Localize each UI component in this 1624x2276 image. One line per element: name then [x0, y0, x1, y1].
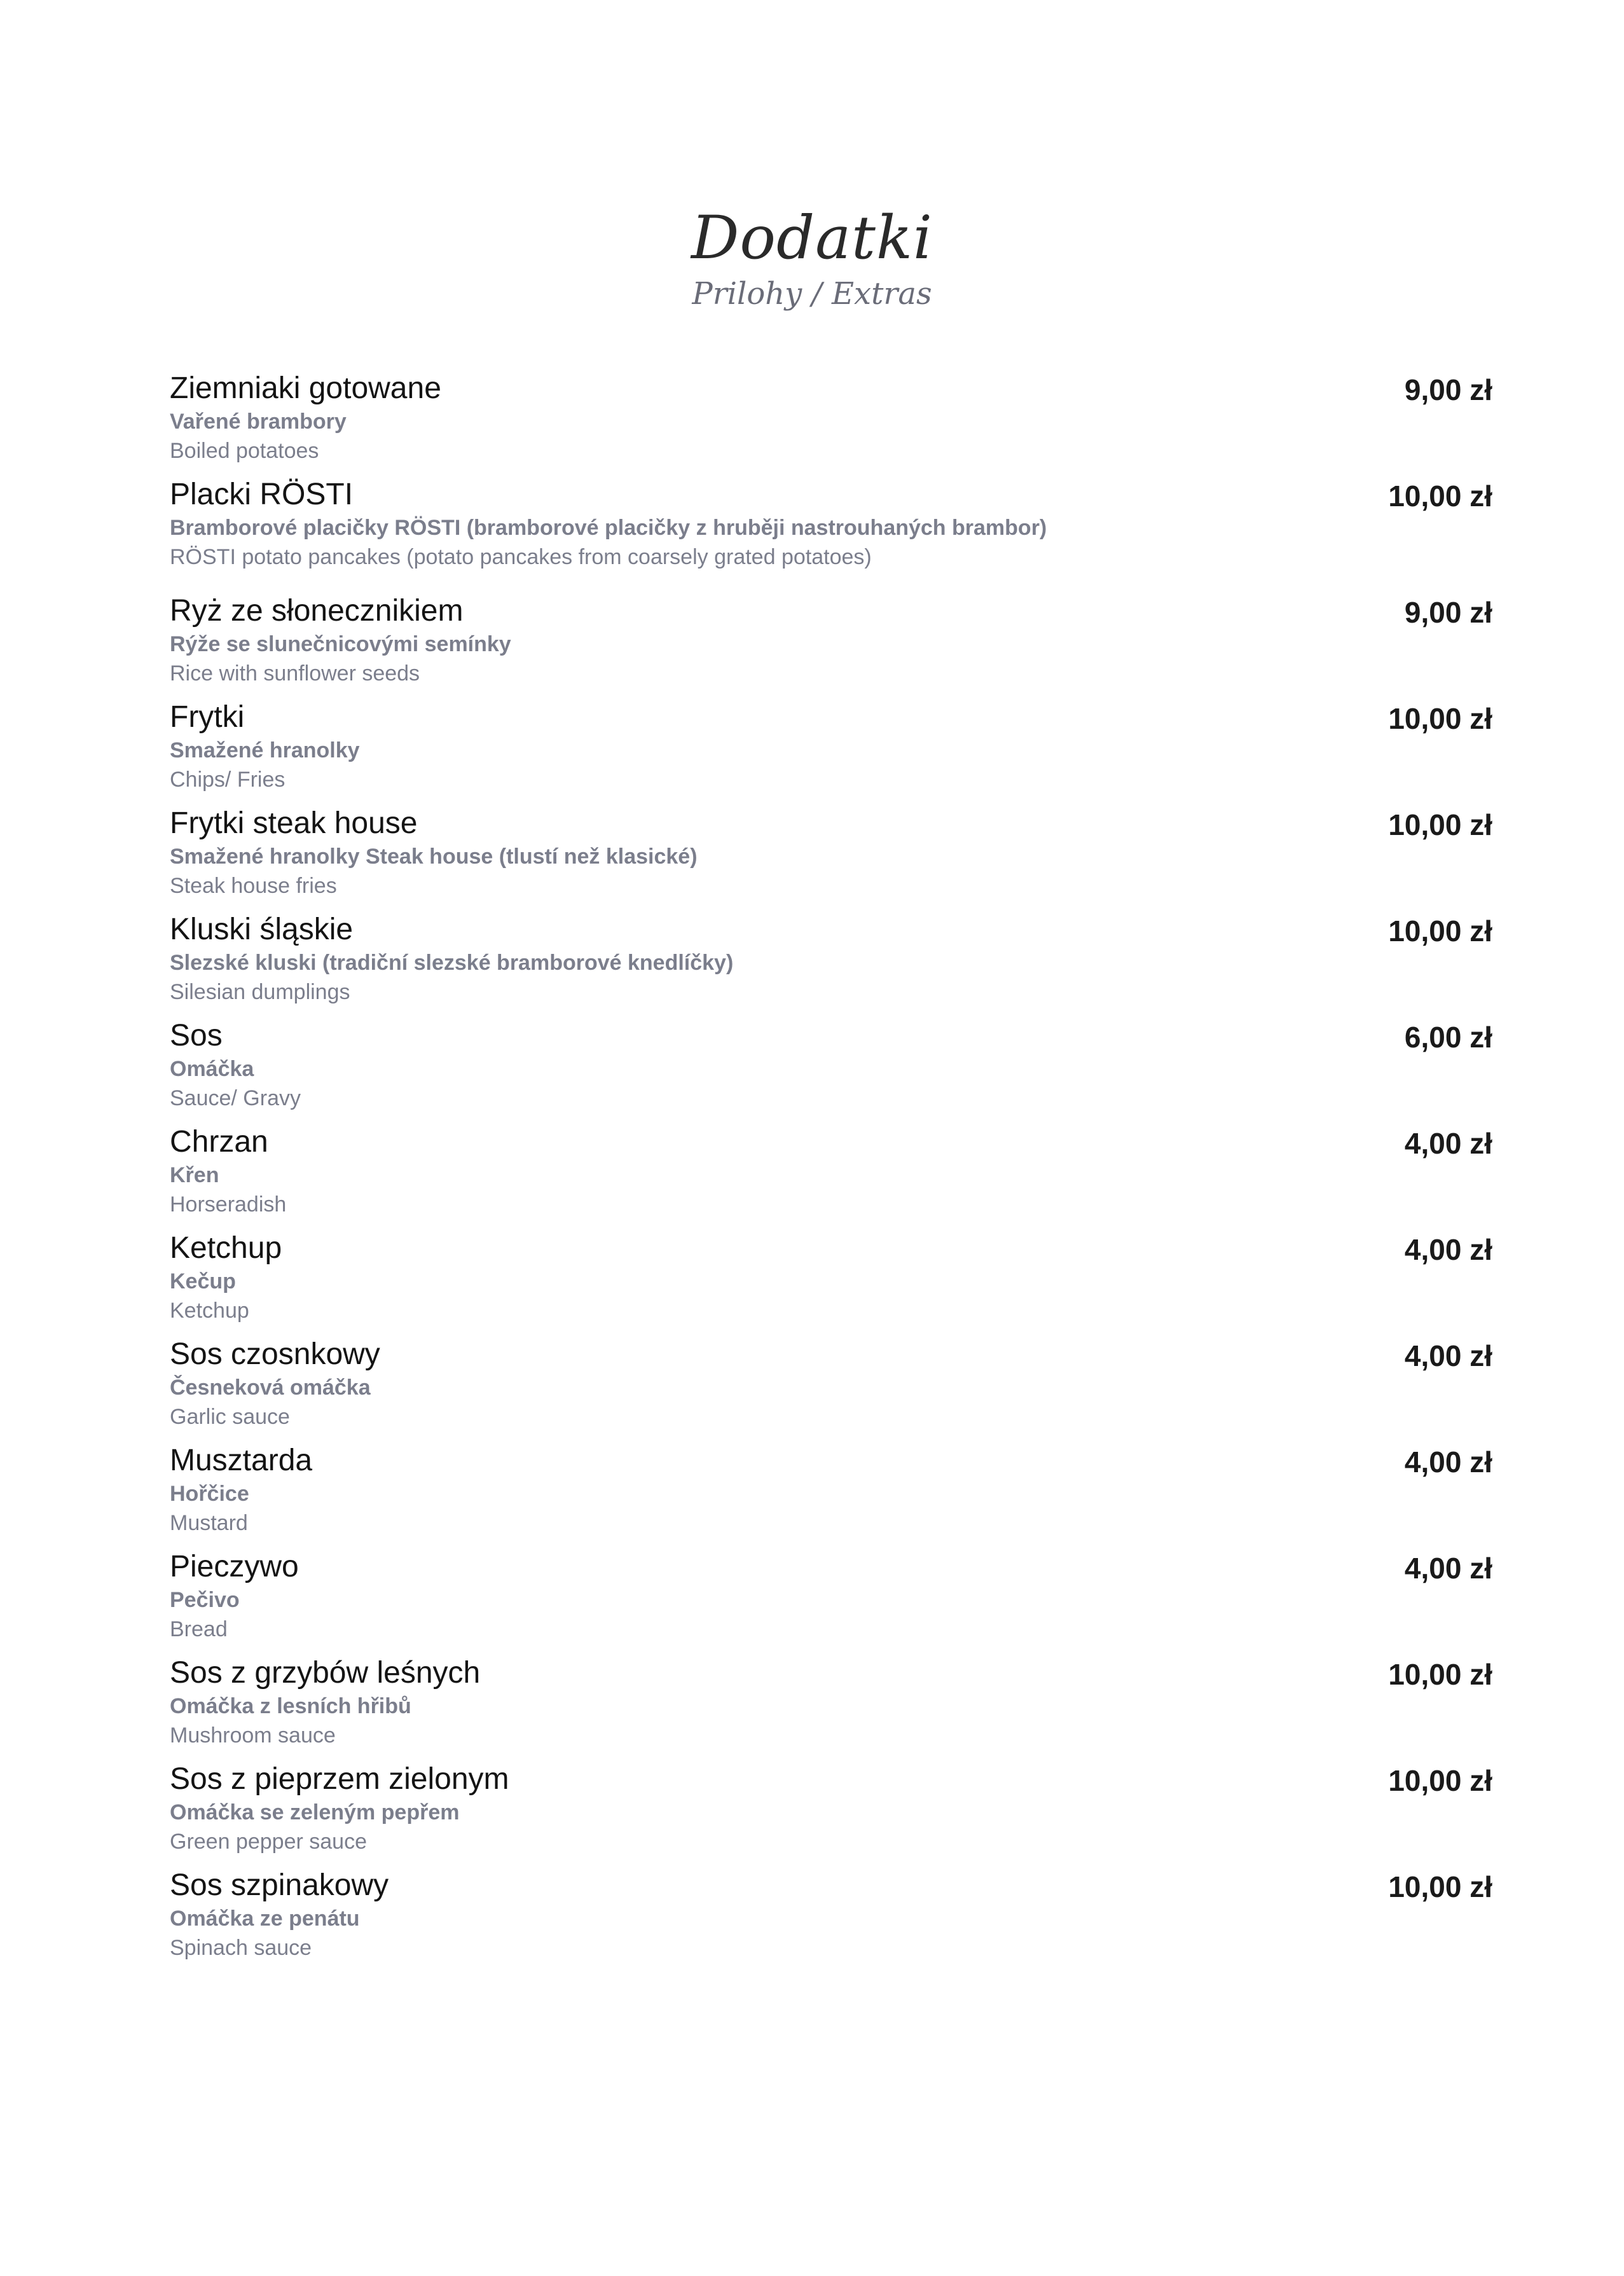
item-price: 4,00 zł	[1404, 1233, 1492, 1266]
item-name-czech: Omáčka se zeleným pepřem	[170, 1800, 460, 1824]
item-name-english: Mustard	[170, 1511, 248, 1535]
menu-item	[170, 805, 1492, 911]
menu-item	[170, 476, 1492, 593]
item-price: 4,00 zł	[1404, 1552, 1492, 1585]
menu-item	[170, 370, 1492, 476]
item-name-english: Chips/ Fries	[170, 768, 286, 792]
item-name: Sos szpinakowy	[170, 1868, 389, 1902]
item-name-czech: Česneková omáčka	[170, 1376, 371, 1400]
menu-item	[170, 593, 1492, 699]
menu-item	[170, 1336, 1492, 1442]
item-name-czech: Smažené hranolky Steak house (tlustí než klasické)	[170, 845, 698, 869]
item-name-english: Bread	[170, 1617, 228, 1641]
item-name: Placki RÖSTI	[170, 478, 354, 511]
item-name-english: RÖSTI potato pancakes (potato pancakes from coarsely grated potatoes)	[170, 545, 872, 569]
item-name-english: Garlic sauce	[170, 1405, 290, 1429]
item-name-czech: Smažené hranolky	[170, 738, 360, 762]
item-name-english: Sauce/ Gravy	[170, 1086, 301, 1110]
item-name-czech: Pečivo	[170, 1588, 240, 1612]
item-name-english: Rice with sunflower seeds	[170, 661, 420, 686]
item-name-english: Horseradish	[170, 1192, 287, 1217]
extras-list	[170, 370, 1492, 1973]
item-name-english: Green pepper sauce	[170, 1830, 367, 1854]
item-name: Frytki	[170, 700, 245, 734]
item-price: 6,00 zł	[1404, 1021, 1492, 1054]
item-name-english: Ketchup	[170, 1299, 249, 1323]
item-name-czech: Bramborové placičky RÖSTI (bramborové placičky z hruběji nastrouhaných brambor)	[170, 516, 1047, 540]
item-price: 10,00 zł	[1388, 1764, 1492, 1797]
item-name: Ketchup	[170, 1231, 282, 1265]
item-price: 10,00 zł	[1388, 1870, 1492, 1903]
item-name: Kluski śląskie	[170, 913, 354, 946]
menu-item	[170, 1017, 1492, 1124]
item-price: 9,00 zł	[1404, 373, 1492, 406]
item-name-czech: Rýže se slunečnicovými semínky	[170, 632, 511, 656]
item-name: Frytki steak house	[170, 806, 418, 840]
item-name-czech: Omáčka ze penátu	[170, 1907, 360, 1931]
page-title: Dodatki	[691, 203, 933, 273]
item-name: Ziemniaki gotowane	[170, 371, 441, 405]
item-name-czech: Omáčka	[170, 1057, 254, 1081]
item-name-czech: Křen	[170, 1163, 219, 1187]
menu-item	[170, 911, 1492, 1017]
item-price: 10,00 zł	[1388, 914, 1492, 948]
menu-item	[170, 1230, 1492, 1336]
page-subtitle: Prilohy / Extras	[692, 276, 932, 312]
item-price: 10,00 zł	[1388, 702, 1492, 735]
menu-item	[170, 1124, 1492, 1230]
item-name-english: Silesian dumplings	[170, 980, 350, 1004]
item-price: 10,00 zł	[1388, 479, 1492, 513]
item-name: Sos czosnkowy	[170, 1337, 380, 1371]
item-name: Chrzan	[170, 1125, 268, 1159]
item-name-czech: Hořčice	[170, 1482, 249, 1506]
menu-item	[170, 699, 1492, 805]
item-price: 10,00 zł	[1388, 808, 1492, 841]
item-name-english: Mushroom sauce	[170, 1723, 336, 1748]
menu-item	[170, 1548, 1492, 1655]
item-price: 10,00 zł	[1388, 1658, 1492, 1691]
menu-item	[170, 1442, 1492, 1548]
item-name-english: Boiled potatoes	[170, 439, 319, 463]
menu-header	[0, 203, 1624, 313]
item-name-english: Spinach sauce	[170, 1936, 312, 1960]
item-price: 9,00 zł	[1404, 596, 1492, 629]
item-name: Sos	[170, 1019, 223, 1052]
item-name-czech: Omáčka z lesních hřibů	[170, 1694, 411, 1718]
menu-item	[170, 1655, 1492, 1761]
item-name-english: Steak house fries	[170, 874, 337, 898]
item-name-czech: Vařené brambory	[170, 410, 347, 434]
menu-item	[170, 1761, 1492, 1867]
item-name: Sos z grzybów leśnych	[170, 1656, 481, 1690]
item-price: 4,00 zł	[1404, 1127, 1492, 1160]
item-price: 4,00 zł	[1404, 1445, 1492, 1479]
item-name: Pieczywo	[170, 1550, 299, 1583]
item-name: Ryż ze słonecznikiem	[170, 594, 464, 628]
item-name: Sos z pieprzem zielonym	[170, 1762, 509, 1796]
item-price: 4,00 zł	[1404, 1339, 1492, 1372]
item-name-czech: Slezské kluski (tradiční slezské bramborové knedlíčky)	[170, 951, 734, 975]
menu-item	[170, 1867, 1492, 1973]
item-name-czech: Kečup	[170, 1269, 236, 1293]
item-name: Musztarda	[170, 1444, 313, 1477]
